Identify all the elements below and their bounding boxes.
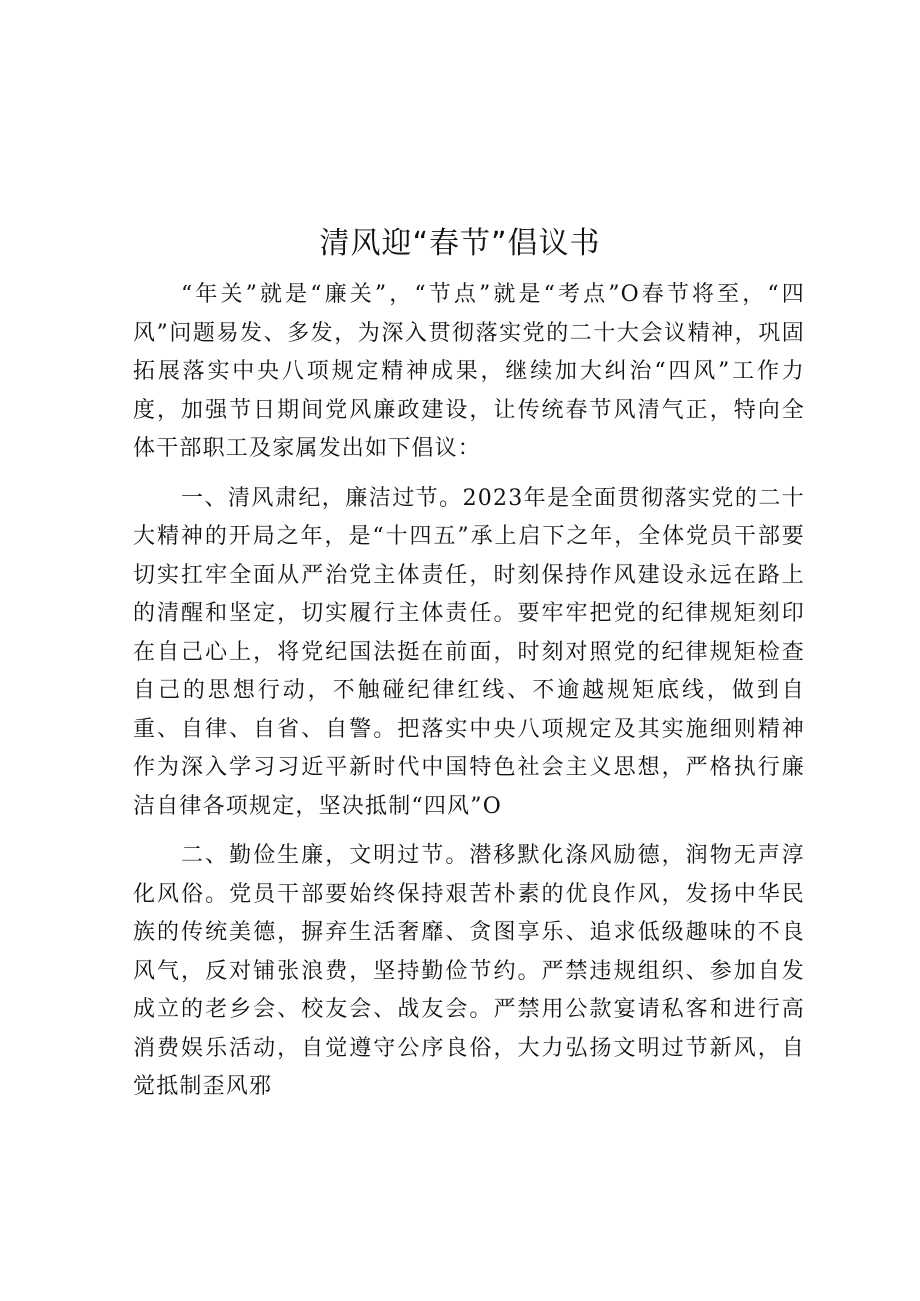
paragraph-intro: “年关”就是“廉关”，“节点”就是“考点”O春节将至，“四风”问题易发、多发，为深入贯彻落实党的二十大会议精神，巩固拓展落实中央八项规定精神成果，继续加大纠治“四风”工作力度，加强节日期间党风廉政建设，让传统春节风清气正，特向全体干部职工及家属发出如下倡议：: [133, 282, 805, 461]
paragraph-section-2: 二、勤俭生廉，文明过节。潜移默化涤风励德，润物无声淳化风俗。党员干部要始终保持艰苦朴素的优良作风，发扬中华民族的传统美德，摒弃生活奢靡、贪图享乐、追求低级趣味的不良风气，反对铺张浪费，坚持勤俭节约。严禁违规组织、参加自发成立的老乡会、校友会、战友会。严禁用公款宴请私客和进行高消费娱乐活动，自觉遵守公序良俗，大力弘扬文明过节新风，自觉抵制歪风邪: [133, 843, 805, 1099]
document-body: [133, 276, 805, 1107]
document-title: 清风迎“春节”倡议书: [319, 226, 601, 261]
paragraph-section-1: 一、清风肃纪，廉洁过节。2023年是全面贯彻落实党的二十大精神的开局之年，是“十四五”承上启下之年，全体党员干部要切实扛牢全面从严治党主体责任，时刻保持作风建设永远在路上的清醒和坚定，切实履行主体责任。要牢牢把党的纪律规矩刻印在自己心上，将党纪国法挺在前面，时刻对照党的纪律规矩检查自己的思想行动，不触碰纪律红线、不逾越规矩底线，做到自重、自律、自省、自警。把落实中央八项规定及其实施细则精神作为深入学习习近平新时代中国特色社会主义思想，严格执行廉洁自律各项规定，坚决抵制“四风”O: [133, 485, 805, 819]
